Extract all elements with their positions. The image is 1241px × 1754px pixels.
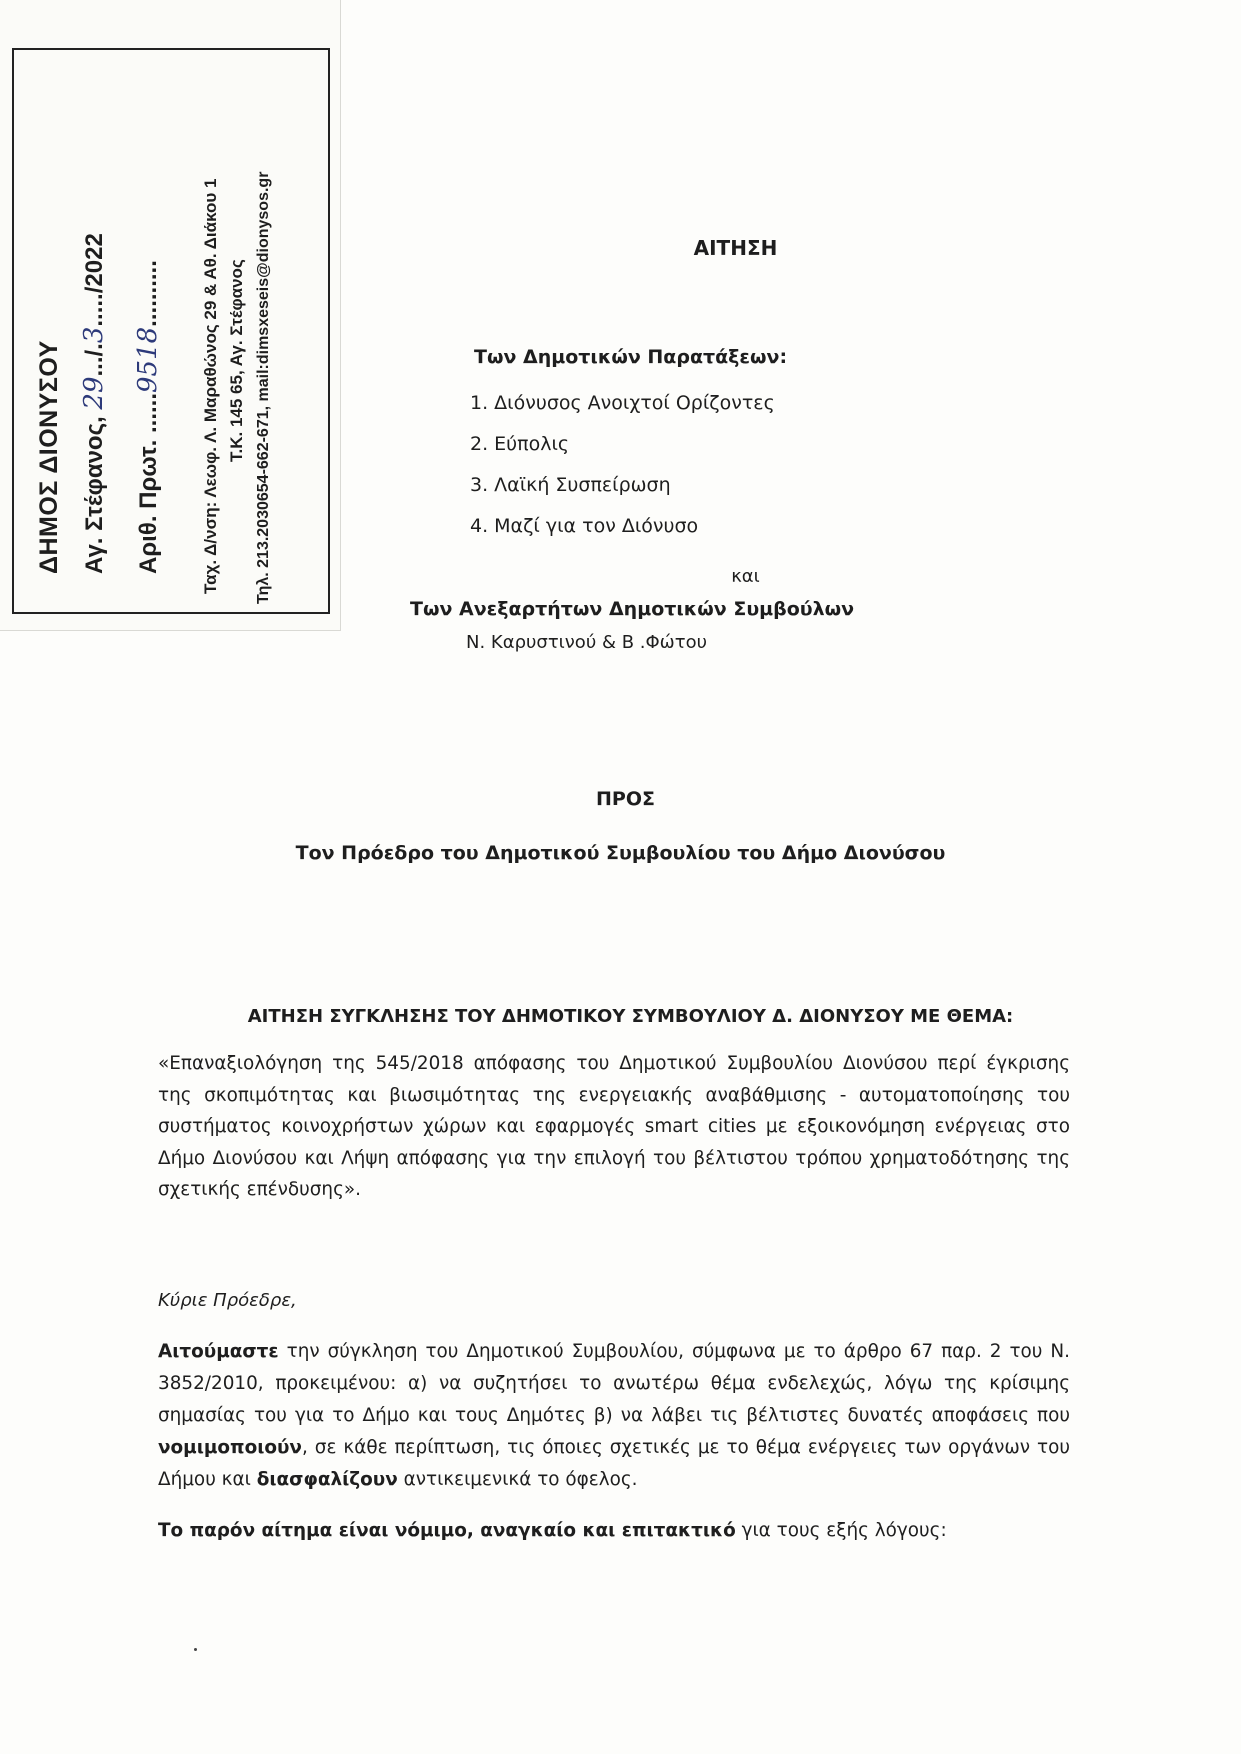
conjunction: και: [731, 566, 760, 587]
to-label: ΠΡΟΣ: [596, 788, 655, 810]
stamp-date: Αγ. Στέφανος, 29.../.3...../2022: [79, 233, 109, 574]
scan-speck: [194, 1648, 197, 1651]
stamp-contact: Τηλ. 213.2030654-662-671, mail:dimsxeseis@dionysos.gr: [255, 171, 272, 604]
stamp-date-month: 3: [79, 326, 109, 344]
list-item: 1. Διόνυσος Ανοιχτοί Ορίζοντες: [470, 392, 775, 414]
list-item: 3. Λαϊκή Συσπείρωση: [470, 474, 671, 496]
stamp-municipality: ΔΗΜΟΣ ΔΙΟΝΥΣΟΥ: [35, 340, 63, 574]
subject-heading: ΑΙΤΗΣΗ ΣΥΓΚΛΗΣΗΣ ΤΟΥ ΔΗΜΟΤΙΚΟΥ ΣΥΜΒΟΥΛΙΟΥ Δ. ΔΙΟΝΥΣΟΥ ΜΕ ΘΕΜΑ:: [247, 1006, 1014, 1027]
list-item: 2. Εύπολις: [470, 433, 570, 455]
recipient: Τον Πρόεδρο του Δημοτικού Συμβουλίου του Δήμο Διονύσου: [295, 842, 946, 864]
stamp-address: Ταχ. Δ/νση: Λεωφ. Λ. Μαραθώνος 29 & Αθ. Διάκου 1: [201, 178, 220, 594]
factions-list: [470, 392, 775, 556]
document-title: ΑΙΤΗΣΗ: [693, 236, 778, 260]
independents-names: Ν. Καρυστινού & Β .Φώτου: [466, 632, 708, 653]
stamp-protocol-number: 9518: [133, 326, 163, 393]
body-paragraph: Αιτούμαστε την σύγκληση του Δημοτικού Συμβουλίου, σύμφωνα με το άρθρο 67 παρ. 2 του Ν. 3852/2010, προκειμένου: α) να συζητήσει το ανωτέρω θέμα ενδελεχώς, λόγω της κρίσιμης σημασίας του για το Δήμο και τους Δημότες β) να λάβει τις βέλτιστες δυνατές αποφάσεις που νομιμοποιούν, σε κάθε περίπτωση, τις όποιες σχετικές με το θέμα ενέργειες των οργάνων του Δήμου και διασφαλίζουν αντικειμενικά το όφελος.: [158, 1341, 1070, 1490]
stamp-postal: Τ.Κ. 145 65, Αγ. Στέφανος: [227, 259, 246, 462]
independents-heading: Των Ανεξαρτήτων Δημοτικών Συμβούλων: [410, 598, 855, 620]
stamp-date-day: 29: [79, 376, 109, 410]
salutation: Κύριε Πρόεδρε,: [158, 1290, 297, 1311]
factions-heading: Των Δημοτικών Παρατάξεων:: [474, 346, 788, 368]
list-item: 4. Μαζί για τον Διόνυσο: [470, 515, 699, 537]
registry-stamp: [12, 48, 330, 614]
stamp-paper: [0, 0, 341, 631]
stamp-protocol: Αριθ. Πρωτ. ......9518..........: [133, 260, 163, 574]
subject-text: «Επαναξιολόγηση της 545/2018 απόφασης του Δημοτικού Συμβουλίου Διονύσου περί έγκρισης της σκοπιμότητας και βιωσιμότητας της ενεργειακής αναβάθμισης - αυτοματοποίησης του συστήματος κοινοχρήστων χώρων και εφαρμογές smart cities με εξοικονόμηση ενέργειας στο Δήμο Διονύσου και Λήψη απόφασης για την επιλογή του βέλτιστου τρόπου χρηματοδότησης της σχετικής επένδυσης».: [158, 1053, 1070, 1200]
final-statement: Το παρόν αίτημα είναι νόμιμο, αναγκαίο και επιτακτικό για τους εξής λόγους:: [158, 1520, 947, 1541]
